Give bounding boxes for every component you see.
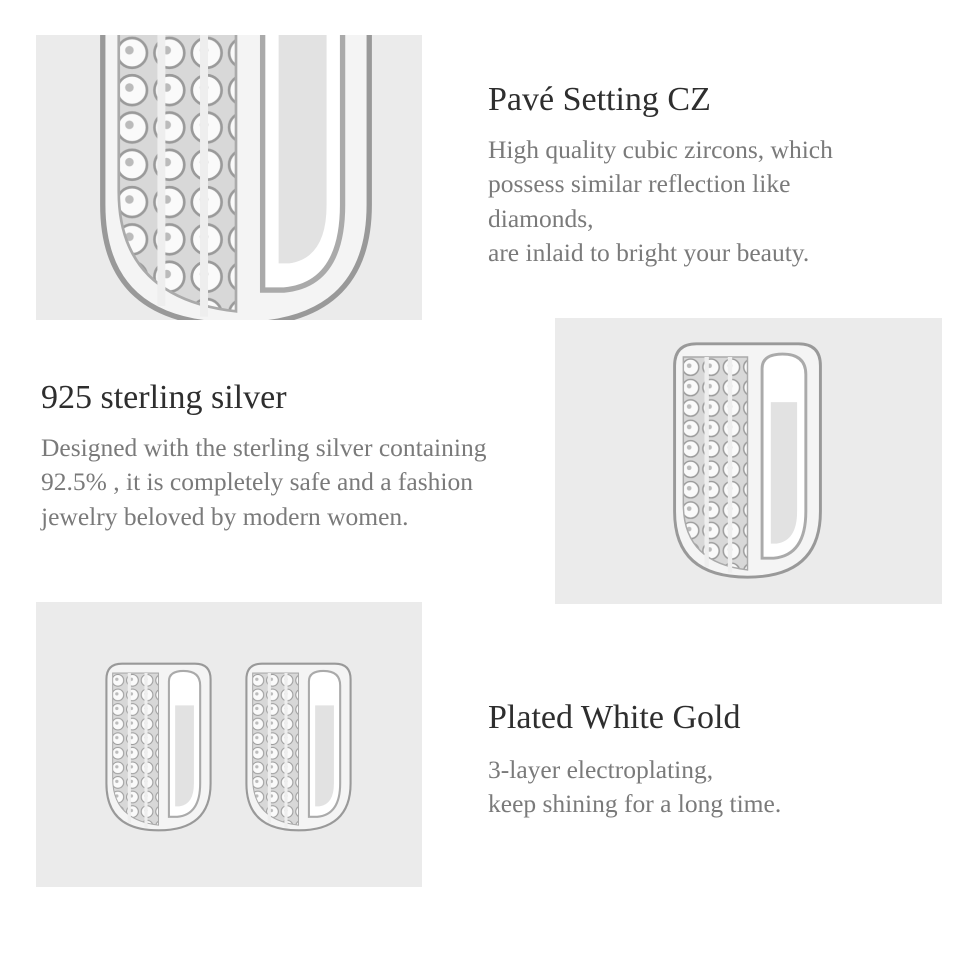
earring-single-photo	[555, 318, 942, 604]
earring-pair-photo	[36, 602, 422, 887]
description-line: diamonds,	[488, 203, 594, 233]
description-line: jewelry beloved by modern women.	[41, 501, 409, 531]
feature-title-pave-setting: Pavé Setting CZ	[488, 81, 711, 118]
feature-title-plated-white-gold: Plated White Gold	[488, 699, 741, 736]
feature-description-pave-setting	[488, 133, 833, 270]
earring-closeup-photo	[36, 35, 422, 320]
feature-description-sterling-silver	[41, 431, 486, 534]
feature-description-plated-white-gold	[488, 753, 781, 822]
description-line: keep shining for a long time.	[488, 789, 782, 819]
description-line: are inlaid to bright your beauty.	[488, 237, 810, 267]
feature-title-sterling-silver: 925 sterling silver	[41, 379, 287, 416]
description-line: 3-layer electroplating,	[488, 755, 714, 784]
description-line: possess similar reflection like	[488, 169, 791, 199]
description-line: 92.5% , it is completely safe and a fashion	[41, 467, 473, 497]
description-line: High quality cubic zircons, which	[488, 135, 833, 164]
description-line: Designed with the sterling silver containing	[41, 433, 487, 462]
